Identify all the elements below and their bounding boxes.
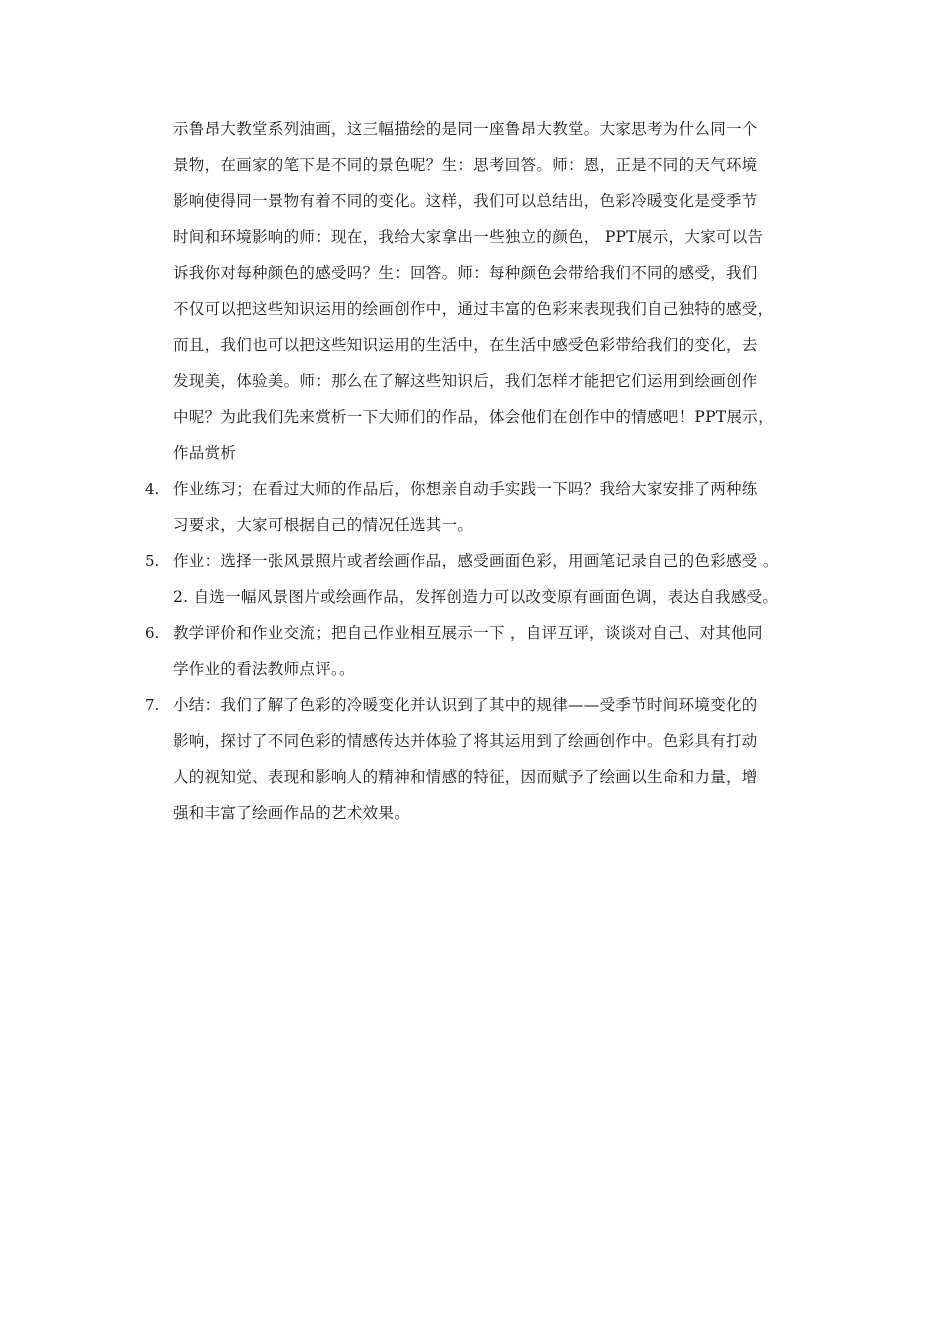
text-line: 人的视知觉、表现和影响人的精神和情感的特征，因而赋予了绘画以生命和力量，增 bbox=[173, 768, 758, 786]
text-line: 习要求，大家可根据自己的情况任选其一。 bbox=[173, 516, 474, 534]
text-line: 中呢？为此我们先来赏析一下大师们的作品，体会他们在创作中的情感吧！PPT展示， bbox=[173, 408, 774, 426]
text-line: 示鲁昂大教堂系列油画，这三幅描绘的是同一座鲁昂大教堂。大家思考为什么同一个 bbox=[173, 120, 758, 138]
list-item-number: 4. bbox=[145, 480, 160, 498]
text-line: 作业：选择一张风景照片或者绘画作品，感受画面色彩，用画笔记录自己的色彩感受 。 bbox=[173, 552, 779, 570]
text-line: 作品赏析 bbox=[173, 444, 237, 462]
text-line: 小结：我们了解了色彩的冷暖变化并认识到了其中的规律——受季节时间环境变化的 bbox=[173, 696, 758, 714]
text-line: 而且，我们也可以把这些知识运用的生活中，在生活中感受色彩带给我们的变化，去 bbox=[173, 336, 758, 354]
list-item-number: 6. bbox=[145, 624, 160, 642]
list-item-number: 7. bbox=[145, 696, 160, 714]
text-line: 强和丰富了绘画作品的艺术效果。 bbox=[173, 804, 411, 822]
text-line: 不仅可以把这些知识运用的绘画创作中，通过丰富的色彩来表现我们自己独特的感受， bbox=[173, 300, 774, 318]
text-line: 作业练习；在看过大师的作品后，你想亲自动手实践一下吗？我给大家安排了两种练 bbox=[173, 480, 758, 498]
text-line: 诉我你对每种颜色的感受吗？生：回答。师：每种颜色会带给我们不同的感受，我们 bbox=[173, 264, 758, 282]
text-line: 教学评价和作业交流；把自己作业相互展示一下 ，自评互评，谈谈对自己、对其他同 bbox=[173, 624, 763, 642]
list-item-number: 5. bbox=[145, 552, 160, 570]
text-line: 学作业的看法教师点评。。 bbox=[173, 660, 355, 678]
text-line: 发现美，体验美。师：那么在了解这些知识后，我们怎样才能把它们运用到绘画创作 bbox=[173, 372, 758, 390]
text-line: 影响使得同一景物有着不同的变化。这样，我们可以总结出，色彩冷暖变化是受季节 bbox=[173, 192, 758, 210]
text-line: 时间和环境影响的师：现在，我给大家拿出一些独立的颜色， PPT展示，大家可以告 bbox=[173, 228, 764, 246]
text-line: 景物，在画家的笔下是不同的景色呢？生：思考回答。师：恩，正是不同的天气环境 bbox=[173, 156, 758, 174]
text-line: 影响，探讨了不同色彩的情感传达并体验了将其运用到了绘画创作中。色彩具有打动 bbox=[173, 732, 758, 750]
text-line: 2. 自选一幅风景图片或绘画作品，发挥创造力可以改变原有画面色调，表达自我感受。 bbox=[173, 588, 779, 606]
